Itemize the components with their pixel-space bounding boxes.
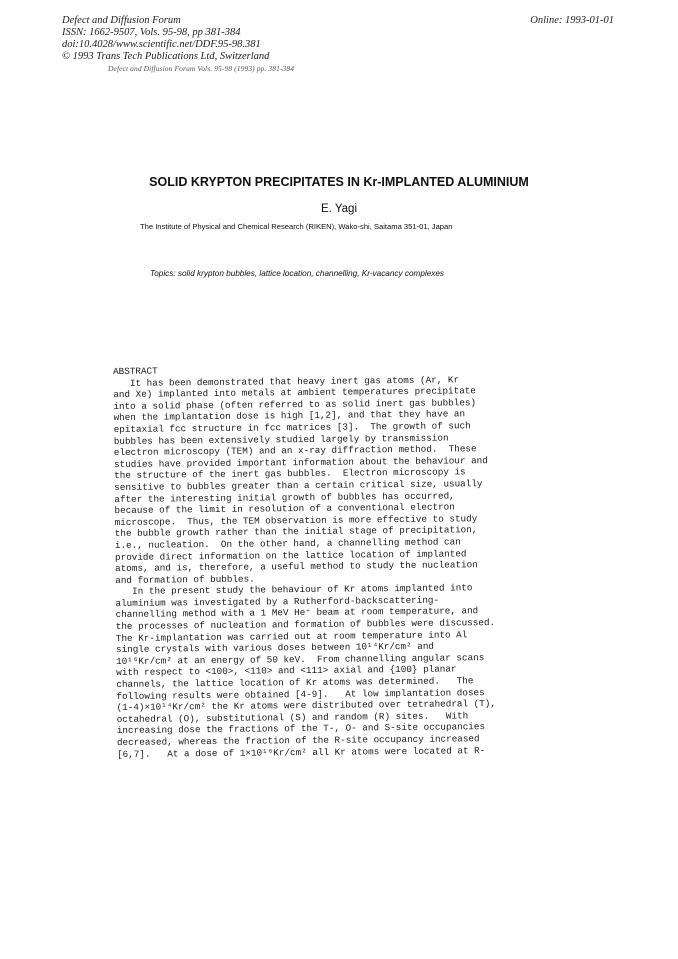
issn-line: ISSN: 1662-9507, Vols. 95-98, pp 381-384	[62, 27, 241, 38]
abstract-line: with respect to <100>, <110> and <111> axial and {100} planar	[116, 663, 457, 679]
paper-author: E. Yagi	[320, 203, 358, 215]
abstract-line: [6,7]. At a dose of 1×10¹⁶Kr/cm² all Kr atoms were located at R-	[117, 744, 486, 760]
abstract-line: the processes of nucleation and formation of bubbles were discussed.	[115, 617, 496, 633]
running-header: Defect and Diffusion Forum Vols. 95-98 (1993) pp. 381-384	[108, 64, 295, 73]
abstract-line: channels, the lattice location of Kr atoms was determined. The	[116, 675, 474, 691]
journal-name: Defect and Diffusion Forum	[62, 15, 181, 26]
abstract-line: and formation of bubbles.	[115, 573, 255, 586]
abstract-line: octahedral (O), substitutional (S) and random (R) sites. With	[116, 710, 469, 725]
abstract-line: because of the limit in resolution of a conventional electron	[114, 501, 455, 517]
abstract-line: and Xe) implanted into metals at ambient temperatures precipitate	[113, 385, 476, 401]
abstract-line: increasing dose the fractions of the T-, O- and S-site occupancies	[116, 721, 486, 737]
abstract-line: the bubble growth rather than the initial stage of precipitation,	[114, 524, 478, 540]
paper-topics: Topics: solid krypton bubbles, lattice location, channelling, Kr-vacancy complexes	[150, 269, 444, 278]
paper-title: SOLID KRYPTON PRECIPITATES IN Kr-IMPLANTED ALUMINIUM	[149, 175, 529, 189]
abstract-line: following results were obtained [4-9]. At low implantation doses	[116, 686, 485, 702]
abstract-line: channelling method with a 1 MeV He⁺ beam at room temperature, and	[115, 605, 479, 621]
abstract-line: It has been demonstrated that heavy inert gas atoms (Ar, Kr	[113, 373, 460, 389]
abstract-line: the structure of the inert gas bubbles. Electron microscopy is	[114, 466, 466, 482]
abstract-line: sensitive to bubbles greater than a certain critical size, usually	[114, 478, 483, 493]
abstract-line: when the implantation dose is high [1,2], and that they have an	[113, 408, 466, 424]
abstract-line: decreased, whereas the fraction of the R-site occupancy increased	[116, 733, 480, 748]
abstract-block	[113, 361, 587, 760]
author-affiliation: The Institute of Physical and Chemical Research (RIKEN), Wako-shi, Saitama 351-01, Japan	[140, 222, 453, 231]
abstract-line: electron microscopy (TEM) and an x-ray diffraction method. These	[113, 443, 477, 459]
abstract-line: into a solid phase (often referred to as solid inert gas bubbles)	[113, 396, 477, 412]
abstract-line: (1-4)×10¹⁴Kr/cm² the Kr atoms were distributed over tetrahedral (T),	[116, 698, 496, 714]
abstract-line: atoms, and is, therefore, a useful method to study the nucleation	[115, 559, 478, 575]
doi-line: doi:10.4028/www.scientific.net/DDF.95-98.381	[62, 39, 261, 50]
abstract-line: In the present study the behaviour of Kr atoms implanted into	[115, 582, 473, 598]
abstract-line: 10¹⁶Kr/cm² at an energy of 50 keV. From channelling angular scans	[116, 651, 485, 667]
abstract-heading: ABSTRACT	[113, 365, 158, 377]
copyright-line: © 1993 Trans Tech Publications Ltd, Switzerland	[62, 51, 270, 62]
abstract-line: single crystals with various doses between 10¹⁴Kr/cm² and	[115, 640, 435, 656]
abstract-line: studies have provided important information about the behaviour and	[113, 454, 488, 470]
abstract-line: provide direct information on the lattice location of implanted	[114, 547, 467, 563]
abstract-line: The Kr-implantation was carried out at room temperature into Al	[115, 628, 468, 644]
online-date: Online: 1993-01-01	[530, 15, 614, 26]
abstract-line: after the interesting initial growth of bubbles has occurred,	[114, 489, 455, 505]
abstract-line: epitaxial fcc structure in fcc matrices [3]. The growth of such	[113, 420, 471, 435]
abstract-line: microscope. Thus, the TEM observation is more effective to study	[114, 512, 478, 528]
abstract-line: bubbles has been extensively studied largely by transmission	[113, 432, 449, 447]
publication-metadata	[62, 15, 269, 63]
abstract-line: i.e., nucleation. On the other hand, a channelling method can	[114, 536, 461, 551]
abstract-line: aluminium was investigated by a Rutherford-backscattering-	[115, 594, 440, 609]
